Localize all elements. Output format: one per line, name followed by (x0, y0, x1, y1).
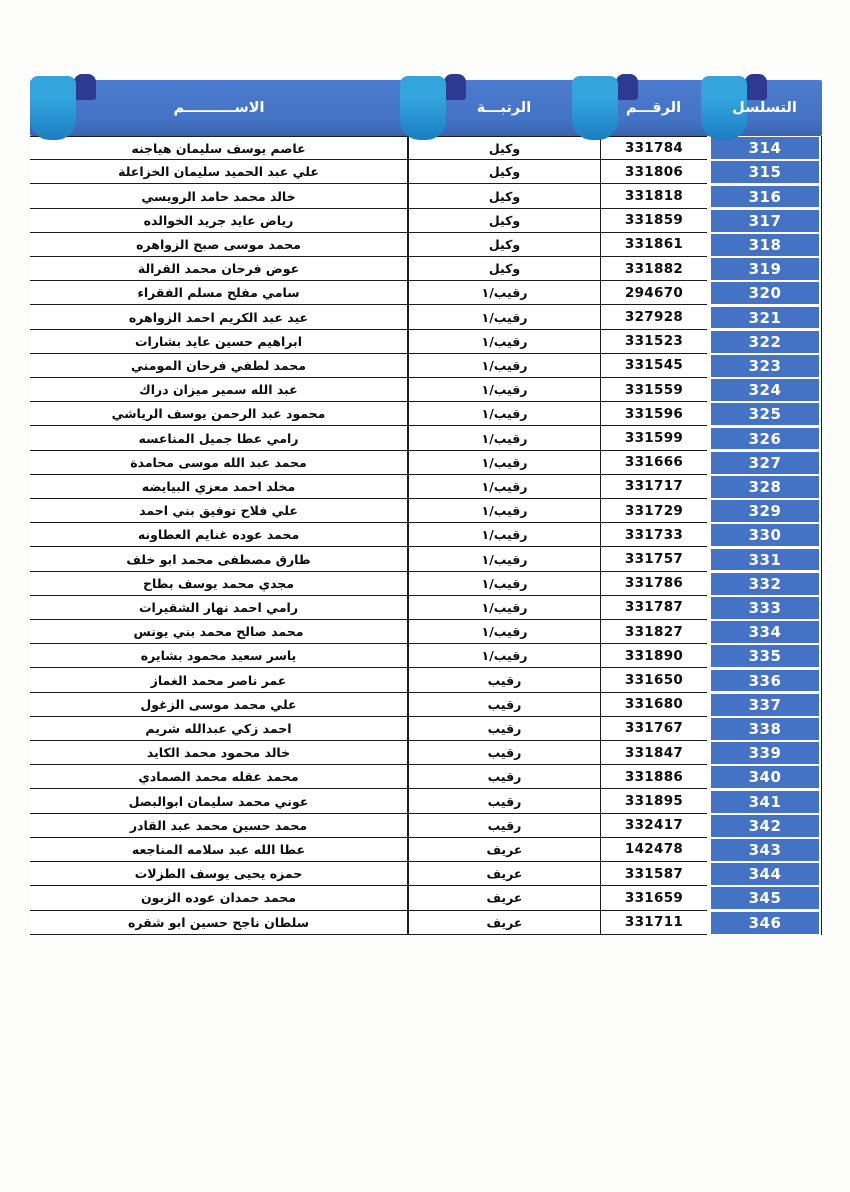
table-row (30, 499, 822, 523)
rank-value: رقيب/١ (408, 523, 600, 547)
table-row (30, 209, 822, 233)
table-row (30, 547, 822, 571)
number-value: 331827 (600, 620, 707, 644)
serial-value: 319 (711, 258, 819, 280)
serial-value: 340 (711, 766, 819, 788)
rank-value: رقيب (408, 717, 600, 741)
rank-value: رقيب (408, 765, 600, 789)
table-row (30, 330, 822, 354)
rank-value: رقيب (408, 741, 600, 765)
number-value: 331890 (600, 644, 707, 668)
serial-cell (707, 451, 822, 475)
serial-value: 321 (711, 307, 819, 329)
name-value: محمد لطفي فرحان المومني (30, 354, 408, 378)
rank-value: رقيب/١ (408, 596, 600, 620)
name-value: محمد عوده غنايم العطاونه (30, 523, 408, 547)
header-serial: التسلسل (732, 100, 797, 116)
serial-cell (707, 184, 822, 208)
name-value: علي محمد موسى الزغول (30, 693, 408, 717)
name-value: مخلد احمد معزي البيايضه (30, 475, 408, 499)
serial-value: 314 (711, 137, 819, 159)
rank-value: رقيب/١ (408, 499, 600, 523)
name-value: سامي مفلح مسلم الفقراء (30, 281, 408, 305)
rank-value: رقيب/١ (408, 426, 600, 450)
serial-value: 329 (711, 500, 819, 522)
name-value: عبد الله سمير ميزان دراك (30, 378, 408, 402)
name-value: محمد صالح محمد بني يونس (30, 620, 408, 644)
name-value: رامي احمد نهار الشقيرات (30, 596, 408, 620)
serial-cell (707, 330, 822, 354)
serial-cell (707, 378, 822, 402)
rank-value: رقيب/١ (408, 451, 600, 475)
name-value: عوض فرحان محمد القرالة (30, 257, 408, 281)
name-value: محمد عبد الله موسى محامدة (30, 451, 408, 475)
table-row (30, 451, 822, 475)
name-value: محمد حمدان عوده الزبون (30, 886, 408, 910)
rank-value: وكيل (408, 209, 600, 233)
serial-cell (707, 838, 822, 862)
serial-cell (707, 209, 822, 233)
rank-value: رقيب/١ (408, 354, 600, 378)
serial-cell (707, 402, 822, 426)
serial-value: 320 (711, 282, 819, 304)
rank-value: رقيب/١ (408, 378, 600, 402)
serial-cell (707, 281, 822, 305)
header-name: الاســــــــــم (173, 100, 265, 116)
name-value: حمزه يحيى يوسف الطزلات (30, 862, 408, 886)
name-value: خالد محمد حامد الرويسي (30, 184, 408, 208)
number-value: 331861 (600, 233, 707, 257)
number-value: 331680 (600, 693, 707, 717)
number-value: 331847 (600, 741, 707, 765)
table-row (30, 741, 822, 765)
number-value: 331784 (600, 136, 707, 160)
name-value: عوني محمد سليمان ابوالبصل (30, 789, 408, 813)
table-row (30, 184, 822, 208)
serial-cell (707, 765, 822, 789)
serial-cell (707, 596, 822, 620)
number-value: 331895 (600, 789, 707, 813)
rank-value: رقيب/١ (408, 281, 600, 305)
table-row (30, 668, 822, 692)
rank-value: رقيب/١ (408, 402, 600, 426)
number-value: 331859 (600, 209, 707, 233)
serial-value: 327 (711, 452, 819, 474)
table-row (30, 354, 822, 378)
table-row (30, 862, 822, 886)
serial-cell (707, 620, 822, 644)
name-value: سلطان ناجح حسين ابو شقره (30, 911, 408, 935)
serial-value: 322 (711, 331, 819, 353)
name-value: محمود عبد الرحمن يوسف الرياشي (30, 402, 408, 426)
rank-value: رقيب (408, 814, 600, 838)
number-value: 294670 (600, 281, 707, 305)
rank-value: رقيب/١ (408, 475, 600, 499)
serial-cell (707, 693, 822, 717)
name-value: مجدي محمد يوسف بطاح (30, 572, 408, 596)
serial-value: 334 (711, 621, 819, 643)
rank-value: وكيل (408, 233, 600, 257)
serial-value: 335 (711, 645, 819, 667)
rank-value: رقيب (408, 668, 600, 692)
serial-cell (707, 814, 822, 838)
serial-value: 336 (711, 670, 819, 692)
serial-cell (707, 789, 822, 813)
table-row (30, 475, 822, 499)
name-value: خالد محمود محمد الكايد (30, 741, 408, 765)
rank-value: عريف (408, 886, 600, 910)
number-value: 331767 (600, 717, 707, 741)
serial-value: 315 (711, 161, 819, 183)
number-value: 331666 (600, 451, 707, 475)
serial-cell (707, 523, 822, 547)
table-row (30, 886, 822, 910)
table-row (30, 911, 822, 935)
serial-value: 332 (711, 573, 819, 595)
serial-value: 323 (711, 355, 819, 377)
table-row (30, 378, 822, 402)
rank-value: رقيب/١ (408, 547, 600, 571)
serial-cell (707, 547, 822, 571)
serial-value: 333 (711, 597, 819, 619)
serial-cell (707, 886, 822, 910)
serial-value: 341 (711, 791, 819, 813)
serial-cell (707, 257, 822, 281)
table-row (30, 233, 822, 257)
name-value: عاصم يوسف سليمان هياجنه (30, 136, 408, 160)
table-row (30, 572, 822, 596)
number-value: 331650 (600, 668, 707, 692)
table-row (30, 426, 822, 450)
number-value: 331717 (600, 475, 707, 499)
number-value: 331787 (600, 596, 707, 620)
header-row (30, 80, 822, 136)
rank-value: وكيل (408, 160, 600, 184)
table-row (30, 620, 822, 644)
rank-value: رقيب (408, 693, 600, 717)
rank-value: رقيب/١ (408, 572, 600, 596)
number-value: 331599 (600, 426, 707, 450)
table-row (30, 838, 822, 862)
rank-value: رقيب (408, 789, 600, 813)
table-row (30, 257, 822, 281)
number-value: 331733 (600, 523, 707, 547)
table-row (30, 596, 822, 620)
number-value: 331806 (600, 160, 707, 184)
number-value: 331596 (600, 402, 707, 426)
serial-value: 337 (711, 694, 819, 716)
name-value: رامي عطا جميل المناعسه (30, 426, 408, 450)
serial-cell (707, 233, 822, 257)
serial-cell (707, 305, 822, 329)
rank-value: عريف (408, 862, 600, 886)
table-body (30, 136, 822, 935)
name-value: علي فلاح توفيق بني احمد (30, 499, 408, 523)
table-row (30, 814, 822, 838)
table-row (30, 402, 822, 426)
number-value: 331659 (600, 886, 707, 910)
number-value: 327928 (600, 305, 707, 329)
serial-cell (707, 717, 822, 741)
rank-value: وكيل (408, 257, 600, 281)
serial-value: 325 (711, 403, 819, 425)
serial-cell (707, 160, 822, 184)
serial-cell (707, 741, 822, 765)
header-number: الرقـــم (625, 100, 682, 116)
serial-cell (707, 668, 822, 692)
number-value: 331818 (600, 184, 707, 208)
serial-value: 317 (711, 210, 819, 232)
table-row (30, 281, 822, 305)
name-value: ياسر سعيد محمود بشايره (30, 644, 408, 668)
number-value: 331545 (600, 354, 707, 378)
serial-value: 331 (711, 549, 819, 571)
serial-value: 330 (711, 524, 819, 546)
name-value: محمد موسى صبح الزواهره (30, 233, 408, 257)
serial-value: 339 (711, 742, 819, 764)
name-value: عيد عبد الكريم احمد الزواهره (30, 305, 408, 329)
table-row (30, 160, 822, 184)
serial-cell (707, 911, 822, 935)
serial-value: 343 (711, 839, 819, 861)
number-value: 142478 (600, 838, 707, 862)
number-value: 331729 (600, 499, 707, 523)
number-value: 331886 (600, 765, 707, 789)
serial-value: 338 (711, 718, 819, 740)
personnel-table (30, 80, 822, 935)
serial-value: 316 (711, 186, 819, 208)
rank-value: عريف (408, 838, 600, 862)
rank-value: رقيب/١ (408, 330, 600, 354)
name-value: علي عبد الحميد سليمان الخزاعلة (30, 160, 408, 184)
table-row (30, 523, 822, 547)
serial-cell (707, 426, 822, 450)
rank-value: رقيب/١ (408, 305, 600, 329)
serial-cell (707, 572, 822, 596)
table-row (30, 765, 822, 789)
number-value: 331786 (600, 572, 707, 596)
name-value: عطا الله عبد سلامه المناجعه (30, 838, 408, 862)
number-value: 331757 (600, 547, 707, 571)
name-value: طارق مصطفى محمد ابو خلف (30, 547, 408, 571)
serial-value: 342 (711, 815, 819, 837)
serial-value: 326 (711, 428, 819, 450)
serial-value: 318 (711, 234, 819, 256)
table-row (30, 717, 822, 741)
name-value: رياض عايد جريد الخوالده (30, 209, 408, 233)
header-rank: الرتبـــة (476, 100, 532, 116)
rank-value: وكيل (408, 184, 600, 208)
number-value: 332417 (600, 814, 707, 838)
rank-value: وكيل (408, 136, 600, 160)
serial-value: 345 (711, 887, 819, 909)
number-value: 331882 (600, 257, 707, 281)
serial-value: 344 (711, 863, 819, 885)
table-row (30, 644, 822, 668)
serial-cell (707, 475, 822, 499)
serial-value: 346 (711, 912, 819, 934)
name-value: محمد حسين محمد عبد القادر (30, 814, 408, 838)
number-value: 331523 (600, 330, 707, 354)
number-value: 331587 (600, 862, 707, 886)
name-value: محمد عقله محمد الصمادي (30, 765, 408, 789)
table-row (30, 305, 822, 329)
name-value: ابراهيم حسين عايد بشارات (30, 330, 408, 354)
serial-cell (707, 862, 822, 886)
name-value: احمد زكي عبدالله شريم (30, 717, 408, 741)
table-row (30, 693, 822, 717)
rank-value: عريف (408, 911, 600, 935)
serial-value: 328 (711, 476, 819, 498)
name-value: عمر ناصر محمد الغماز (30, 668, 408, 692)
serial-cell (707, 499, 822, 523)
rank-value: رقيب/١ (408, 620, 600, 644)
serial-cell (707, 644, 822, 668)
serial-value: 324 (711, 379, 819, 401)
serial-cell (707, 354, 822, 378)
number-value: 331711 (600, 911, 707, 935)
table-header-bar (30, 80, 822, 136)
rank-value: رقيب/١ (408, 644, 600, 668)
table-row (30, 789, 822, 813)
number-value: 331559 (600, 378, 707, 402)
